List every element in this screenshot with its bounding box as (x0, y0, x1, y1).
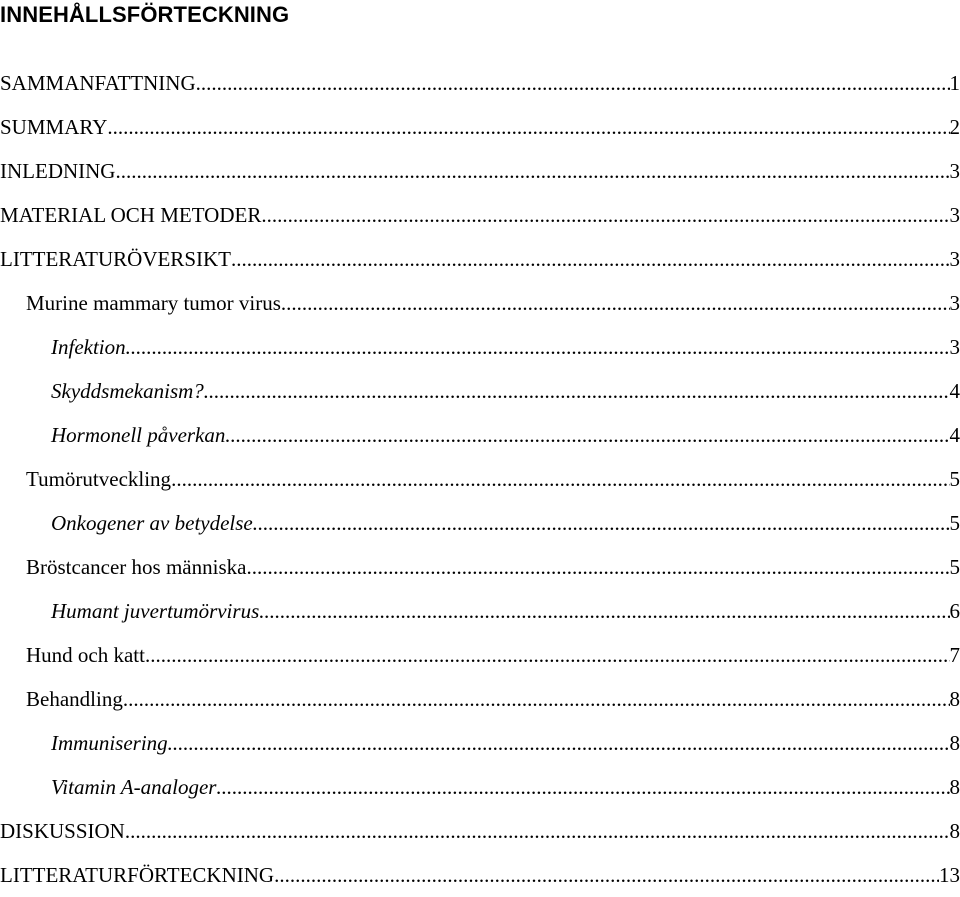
toc-entry-page-number: 4 (950, 369, 960, 413)
toc-entry-label: Hormonell påverkan (51, 413, 225, 457)
toc-entry[interactable] (0, 369, 960, 413)
toc-entry-label: Infektion (51, 325, 126, 369)
toc-entry-label: SUMMARY (0, 105, 107, 149)
toc-entry-page-number: 5 (950, 457, 960, 501)
dot-leader (145, 633, 950, 677)
toc-entry[interactable] (0, 501, 960, 545)
toc-entry-label: LITTERATURÖVERSIKT (0, 237, 231, 281)
toc-entry-page-number: 13 (939, 853, 960, 897)
toc-entry-page-number: 3 (950, 193, 960, 237)
toc-entry[interactable] (0, 61, 960, 105)
toc-entry[interactable] (0, 193, 960, 237)
toc-entry-label: Bröstcancer hos människa (26, 545, 246, 589)
toc-entry-label: Tumörutveckling (26, 457, 171, 501)
toc-entry-page-number: 5 (950, 501, 960, 545)
toc-entry-label: Hund och katt (26, 633, 145, 677)
toc-entry[interactable] (0, 677, 960, 721)
toc-entry-label: Vitamin A-analoger (51, 765, 216, 809)
toc-entry-page-number: 1 (950, 61, 960, 105)
toc-entry-page-number: 4 (950, 413, 960, 457)
toc-entry[interactable] (0, 765, 960, 809)
dot-leader (259, 589, 949, 633)
toc-entry[interactable] (0, 237, 960, 281)
toc-entry-page-number: 3 (950, 325, 960, 369)
dot-leader (196, 61, 950, 105)
toc-entry-page-number: 8 (950, 765, 960, 809)
toc-entry[interactable] (0, 457, 960, 501)
dot-leader (168, 721, 950, 765)
toc-entry-label: Humant juvertumörvirus (51, 589, 259, 633)
dot-leader (115, 149, 949, 193)
toc-entry-page-number: 8 (950, 677, 960, 721)
toc-entry[interactable] (0, 281, 960, 325)
toc-entry[interactable] (0, 413, 960, 457)
toc-entry-label: Murine mammary tumor virus (26, 281, 281, 325)
toc-title: INNEHÅLLSFÖRTECKNING (0, 0, 289, 30)
toc-entry-page-number: 5 (950, 545, 960, 589)
toc-entry[interactable] (0, 149, 960, 193)
toc-entry-label: Behandling (26, 677, 123, 721)
dot-leader (225, 413, 949, 457)
toc-entry-page-number: 3 (950, 281, 960, 325)
toc-list (0, 61, 960, 897)
dot-leader (171, 457, 949, 501)
dot-leader (123, 677, 950, 721)
dot-leader (281, 281, 950, 325)
toc-entry-label: Onkogener av betydelse (51, 501, 253, 545)
toc-entry-page-number: 8 (950, 809, 960, 853)
toc-entry[interactable] (0, 809, 960, 853)
dot-leader (253, 501, 950, 545)
toc-entry[interactable] (0, 589, 960, 633)
dot-leader (216, 765, 949, 809)
toc-entry[interactable] (0, 633, 960, 677)
toc-entry-page-number: 7 (950, 633, 960, 677)
toc-entry-page-number: 2 (950, 105, 960, 149)
toc-entry-label: Immunisering (51, 721, 168, 765)
dot-leader (274, 853, 939, 897)
toc-entry-label: SAMMANFATTNING (0, 61, 196, 105)
dot-leader (126, 325, 950, 369)
dot-leader (261, 193, 949, 237)
toc-entry-page-number: 6 (950, 589, 960, 633)
toc-entry-page-number: 3 (950, 149, 960, 193)
dot-leader (204, 369, 950, 413)
dot-leader (231, 237, 950, 281)
dot-leader (125, 809, 950, 853)
toc-entry[interactable] (0, 325, 960, 369)
toc-entry[interactable] (0, 545, 960, 589)
toc-entry[interactable] (0, 721, 960, 765)
toc-entry-label: LITTERATURFÖRTECKNING (0, 853, 274, 897)
dot-leader (107, 105, 949, 149)
toc-entry[interactable] (0, 105, 960, 149)
toc-entry-page-number: 3 (950, 237, 960, 281)
toc-entry-label: MATERIAL OCH METODER (0, 193, 261, 237)
toc-entry-label: DISKUSSION (0, 809, 125, 853)
toc-entry-label: Skyddsmekanism? (51, 369, 204, 413)
dot-leader (246, 545, 949, 589)
toc-entry[interactable] (0, 853, 960, 897)
toc-entry-label: INLEDNING (0, 149, 115, 193)
toc-entry-page-number: 8 (950, 721, 960, 765)
